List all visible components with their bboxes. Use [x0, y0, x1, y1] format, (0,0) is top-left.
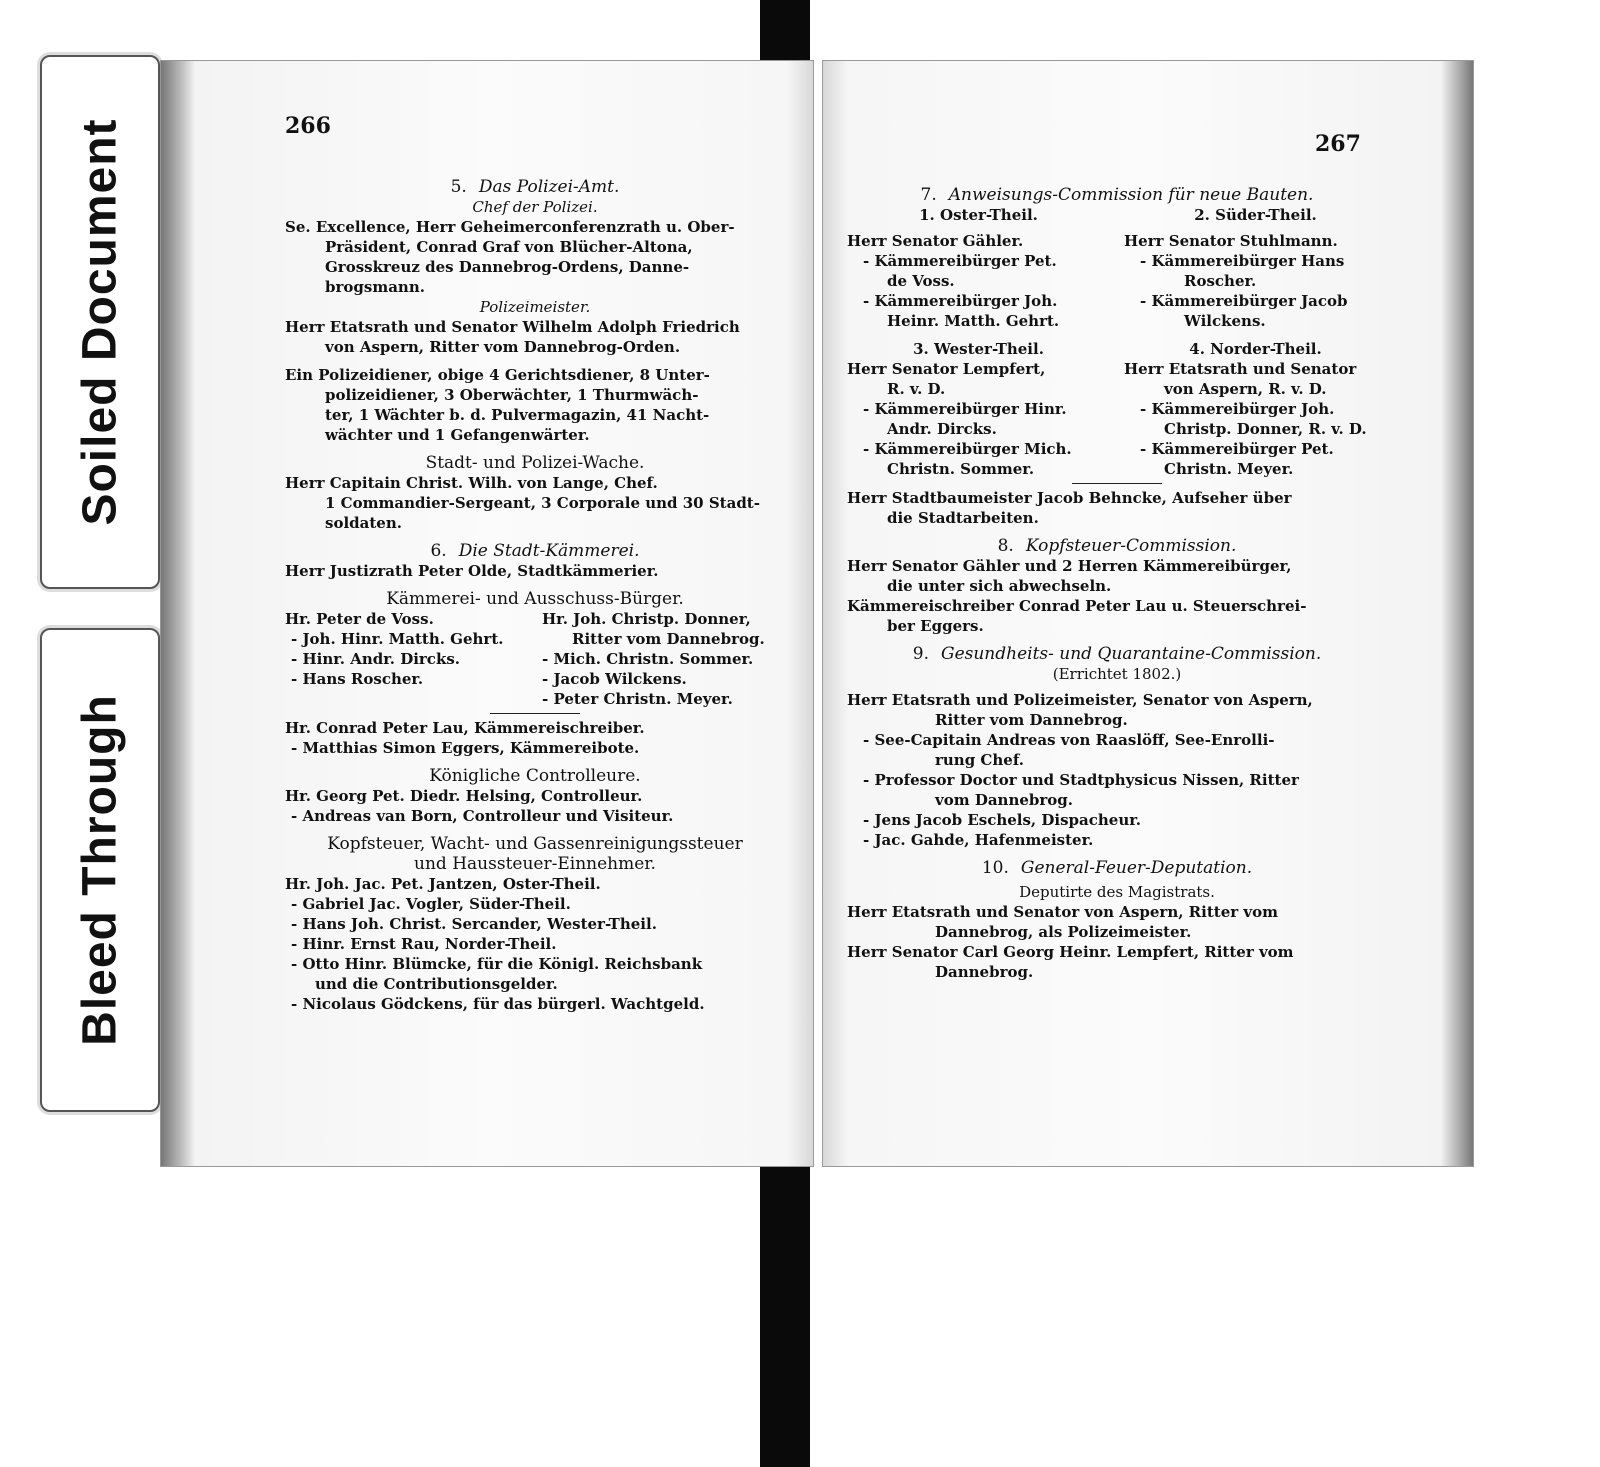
stadtbaumeister-text: Herr Stadtbaumeister Jacob Behncke, Aufseher über die Stadtarbeiten. [847, 489, 1292, 527]
list-item: - Peter Christn. Meyer. [542, 690, 733, 708]
list-item: - Joh. Hinr. Matth. Gehrt. [291, 630, 504, 648]
list-item: Hr. Joh. Christp. Donner, [542, 610, 751, 628]
bleed-through-label: Bleed Through [73, 694, 127, 1046]
list-item: - Hinr. Ernst Rau, Norder-Theil. [291, 935, 557, 953]
kaemmerei-buerger-heading: Kämmerei- und Ausschuss-Bürger. [386, 589, 684, 609]
sueder-theil: 2. Süder-Theil. Herr Senator Stuhlmann. - Kämmereibürger Hans Roscher. - Kämmereibürger Jacob Wilckens. [1124, 205, 1387, 331]
theil-heading: 3. Wester-Theil. [913, 340, 1044, 358]
left-page-content [285, 169, 785, 1014]
separator-line [490, 713, 580, 714]
theil-heading: 1. Oster-Theil. [919, 206, 1038, 224]
list-item: - Jacob Wilckens. [542, 670, 687, 688]
list-item: - Hinr. Andr. Dircks. [291, 650, 460, 668]
kopfsteuer-einnehmer-list [285, 874, 785, 1014]
polizeimeister-heading: Polizeimeister. [479, 298, 591, 316]
list-item: - Hans Joh. Christ. Sercander, Wester-Theil. [291, 915, 657, 933]
kaemmerei-buerger-right-col [542, 609, 785, 709]
kaemmerei-staff: Hr. Conrad Peter Lau, Kämmereischreiber. - Matthias Simon Eggers, Kämmereibote. [285, 719, 645, 757]
kaemmerei-buerger-list [285, 609, 785, 709]
section-9-text: Herr Etatsrath und Polizeimeister, Senator von Aspern, Ritter vom Dannebrog. - See-Capitain Andreas von Raaslöff, See-Enrolli- rung Chef. - Professor Doctor und Stadtphysicus Nissen, Ritter vom Dannebrog. - Jens Jacob Eschels, Dispacheur. - Jac. Gahde, Hafenmeister. [847, 691, 1313, 849]
bleed-through-tab [40, 628, 160, 1112]
right-page-content [847, 177, 1387, 982]
wache-heading: Stadt- und Polizei-Wache. [425, 453, 645, 473]
controlleure-text: Hr. Georg Pet. Diedr. Helsing, Controlleur. - Andreas van Born, Controlleur und Visiteur. [285, 787, 674, 825]
section-9-heading: 9. Gesundheits- und Quarantaine-Commission. [912, 644, 1322, 664]
wache-text: Herr Capitain Christ. Wilh. von Lange, Chef. 1 Commandier-Sergeant, 3 Corporale und 30 Stadt- soldaten. [285, 474, 760, 532]
controlleure-heading: Königliche Controlleure. [429, 766, 641, 786]
section-7-heading: 7. Anweisungs-Commission für neue Bauten. [920, 185, 1314, 205]
theil-3-4 [847, 339, 1387, 479]
separator-line [1072, 483, 1162, 484]
chef-text: Se. Excellence, Herr Geheimerconferenzrath u. Ober- Präsident, Conrad Graf von Blücher-Altona, Grosskreuz des Dannebrog-Ordens, Danne- brogsmann. [285, 218, 735, 296]
theil-1-2 [847, 205, 1387, 331]
left-page [160, 60, 814, 1167]
theil-heading: 4. Norder-Theil. [1189, 340, 1322, 358]
kaemmerier-text: Herr Justizrath Peter Olde, Stadtkämmerier. [285, 562, 659, 580]
section-9-subheading: (Errichtet 1802.) [1052, 665, 1182, 683]
list-item: Hr. Joh. Jac. Pet. Jantzen, Oster-Theil. [285, 875, 601, 893]
soiled-document-label: Soiled Document [73, 118, 127, 526]
section-10-heading: 10. General-Feuer-Deputation. [981, 858, 1253, 878]
list-item: - Gabriel Jac. Vogler, Süder-Theil. [291, 895, 571, 913]
right-page [822, 60, 1474, 1167]
kopfsteuer-einnehmer-heading: Kopfsteuer, Wacht- und Gassenreinigungssteuer und Haussteuer-Einnehmer. [327, 834, 743, 874]
list-item: - Mich. Christn. Sommer. [542, 650, 754, 668]
section-6-heading: 6. Die Stadt-Kämmerei. [430, 541, 640, 561]
wester-theil: 3. Wester-Theil. Herr Senator Lempfert, R. v. D. - Kämmereibürger Hinr. Andr. Dircks. - Kämmereibürger Mich. Christn. Sommer. [847, 339, 1110, 479]
list-item: - Hans Roscher. [291, 670, 424, 688]
polizeimeister-text: Herr Etatsrath und Senator Wilhelm Adolph Friedrich von Aspern, Ritter vom Dannebrog-Orden. [285, 318, 740, 356]
page-number-right: 267 [1315, 131, 1361, 157]
section-10-subheading: Deputirte des Magistrats. [1019, 883, 1215, 901]
section-5-heading: 5. Das Polizei-Amt. [450, 177, 620, 197]
section-8-heading: 8. Kopfsteuer-Commission. [997, 536, 1237, 556]
page-number-left: 266 [285, 113, 331, 139]
list-item: Hr. Peter de Voss. [285, 610, 434, 628]
list-item: - Otto Hinr. Blümcke, für die Königl. Reichsbank [291, 955, 703, 973]
section-8-text: Herr Senator Gähler und 2 Herren Kämmereibürger, die unter sich abwechseln. Kämmereischreiber Conrad Peter Lau u. Steuerschrei- ber Eggers. [847, 557, 1307, 635]
soiled-document-tab [40, 55, 160, 589]
norder-theil: 4. Norder-Theil. Herr Etatsrath und Senator von Aspern, R. v. D. - Kämmereibürger Joh. Christp. Donner, R. v. D. - Kämmereibürger Pet. Christn. Meyer. [1124, 339, 1387, 479]
theil-heading: 2. Süder-Theil. [1194, 206, 1317, 224]
list-item: - Nicolaus Gödckens, für das bürgerl. Wachtgeld. [291, 995, 705, 1013]
section-10-text: Herr Etatsrath und Senator von Aspern, Ritter vom Dannebrog, als Polizeimeister. Herr Senator Carl Georg Heinr. Lempfert, Ritter vom Dannebrog. [847, 903, 1294, 981]
polizeidiener-text: Ein Polizeidiener, obige 4 Gerichtsdiener, 8 Unter- polizeidiener, 3 Oberwächter, 1 Thurmwäch- ter, 1 Wächter b. d. Pulvermagazin, 41 Nacht- wächter und 1 Gefangenwärter. [285, 366, 710, 444]
kaemmerei-buerger-left-col [285, 609, 528, 709]
oster-theil: 1. Oster-Theil. Herr Senator Gähler. - Kämmereibürger Pet. de Voss. - Kämmereibürger Joh. Heinr. Matth. Gehrt. [847, 205, 1110, 331]
chef-heading: Chef der Polizei. [472, 198, 598, 216]
list-item: und die Contributionsgelder. [315, 975, 558, 993]
list-item: Ritter vom Dannebrog. [572, 630, 765, 648]
